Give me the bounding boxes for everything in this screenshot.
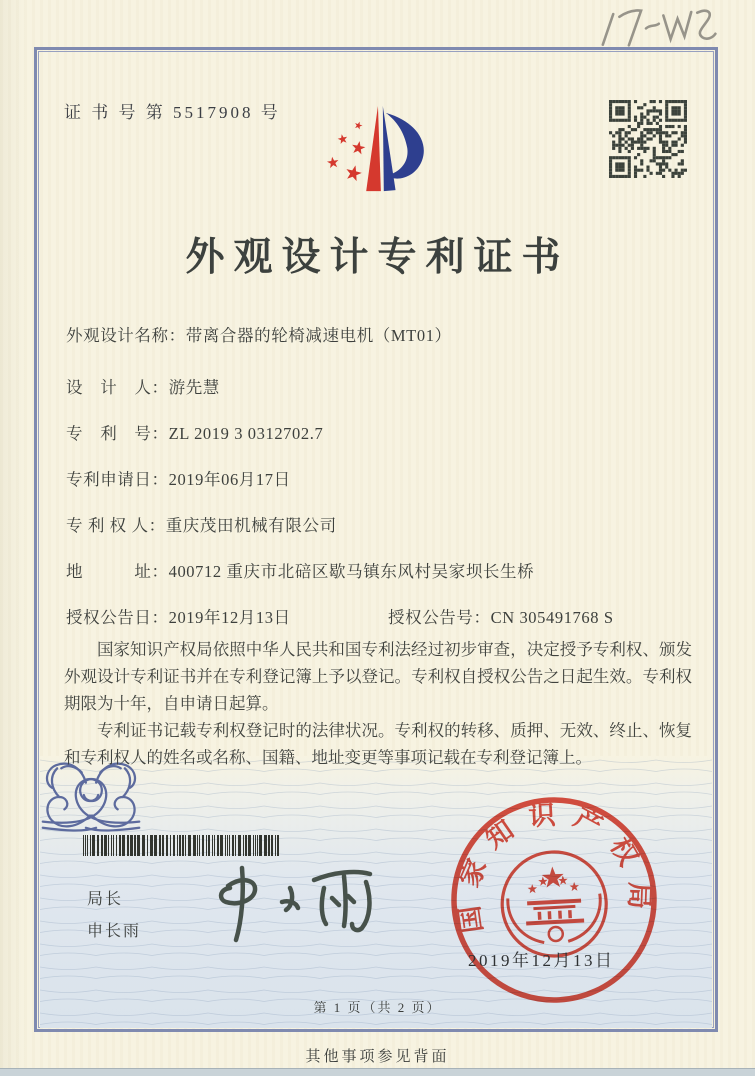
legal-paragraph: 国家知识产权局依照中华人民共和国专利法经过初步审查，决定授予专利权、颁发外观设计专利证书并在专利登记簿上予以登记。专利权自授权公告之日起生效。专利权期限为十年，自申请日起算。 bbox=[64, 640, 692, 713]
official-seal-icon bbox=[443, 789, 666, 1012]
field-designer bbox=[66, 374, 706, 398]
field-value: 重庆茂田机械有限公司 bbox=[165, 516, 337, 535]
field-value: CN 305491768 S bbox=[490, 608, 614, 627]
field-value: 游先慧 bbox=[168, 378, 220, 397]
signature-icon bbox=[198, 858, 398, 950]
field-grant-date bbox=[66, 604, 706, 628]
field-label: 专 利 号： bbox=[66, 424, 169, 443]
field-label: 授权公告号： bbox=[388, 608, 491, 627]
svg-text:国家知识产权局: 国家知识产权局 bbox=[452, 799, 655, 935]
signer-name: 申长雨 bbox=[87, 923, 142, 940]
signer-title: 局长 bbox=[87, 891, 124, 908]
field-value: 400712 重庆市北碚区歇马镇东风村吴家坝长生桥 bbox=[168, 562, 535, 581]
legal-text bbox=[64, 636, 692, 771]
field-label: 专利申请日： bbox=[66, 470, 169, 489]
field-filing-date bbox=[66, 466, 706, 490]
field-label: 设 计 人： bbox=[66, 378, 169, 397]
field-patent-number bbox=[66, 420, 706, 444]
field-label: 外观设计名称： bbox=[66, 326, 186, 345]
barcode-icon bbox=[83, 835, 283, 856]
field-value: 带离合器的轮椅减速电机（MT01） bbox=[185, 326, 452, 345]
back-note: 其他事项参见背面 bbox=[305, 1049, 450, 1065]
scan-edge bbox=[0, 1068, 755, 1076]
page-number: 第 1 页（共 2 页） bbox=[313, 1000, 442, 1015]
field-value: 2019年06月17日 bbox=[168, 470, 291, 489]
field-label: 地 址： bbox=[66, 562, 169, 581]
seal-date: 2019年12月13日 bbox=[468, 951, 615, 970]
field-value: ZL 2019 3 0312702.7 bbox=[168, 424, 324, 443]
field-address bbox=[66, 558, 706, 582]
legal-paragraph: 专利证书记载专利权登记时的法律状况。专利权的转移、质押、无效、终止、恢复和专利权人的姓名或名称、国籍、地址变更等事项记载在专利登记簿上。 bbox=[64, 721, 692, 767]
field-value: 2019年12月13日 bbox=[168, 608, 291, 627]
field-patentee bbox=[66, 512, 706, 536]
field-grant-number bbox=[388, 604, 614, 628]
field-design-name bbox=[66, 322, 706, 346]
certificate-title: 外观设计专利证书 bbox=[185, 236, 570, 279]
field-label: 专 利 权 人： bbox=[66, 516, 166, 535]
signer-block bbox=[87, 884, 141, 948]
certificate-number: 证 书 号 第 5517908 号 bbox=[64, 103, 281, 122]
field-label: 授权公告日： bbox=[66, 608, 169, 627]
